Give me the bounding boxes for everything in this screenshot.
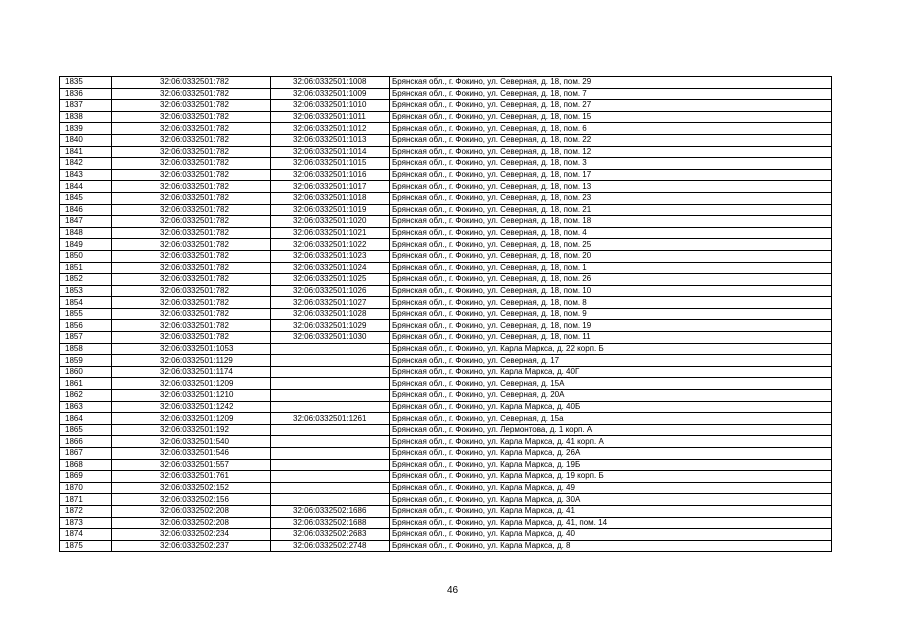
address-cell: Брянская обл., г. Фокино, ул. Северная, д. 18, пом. 4 (390, 227, 832, 239)
row-number-cell: 1867 (60, 448, 112, 460)
cadastral-number-cell (271, 471, 390, 483)
address-cell: Брянская обл., г. Фокино, ул. Северная, д. 18, пом. 13 (390, 181, 832, 193)
table-row (60, 285, 832, 297)
address-cell: Брянская обл., г. Фокино, ул. Карла Маркса, д. 41 (390, 505, 832, 517)
parent-cadastral-number-cell: 32:06:0332501:1242 (112, 401, 271, 413)
cadastral-number-cell: 32:06:0332501:1022 (271, 239, 390, 251)
cadastral-number-cell: 32:06:0332501:1008 (271, 77, 390, 89)
parent-cadastral-number-cell: 32:06:0332501:782 (112, 262, 271, 274)
table-row (60, 471, 832, 483)
address-cell: Брянская обл., г. Фокино, ул. Карла Маркса, д. 49 (390, 482, 832, 494)
parent-cadastral-number-cell: 32:06:0332501:782 (112, 250, 271, 262)
row-number-cell: 1851 (60, 262, 112, 274)
address-cell: Брянская обл., г. Фокино, ул. Карла Маркса, д. 22 корп. Б (390, 343, 832, 355)
cadastral-table (59, 76, 832, 552)
table-row (60, 482, 832, 494)
address-cell: Брянская обл., г. Фокино, ул. Северная, д. 15а (390, 413, 832, 425)
table-row (60, 529, 832, 541)
table-row (60, 494, 832, 506)
address-cell: Брянская обл., г. Фокино, ул. Северная, д. 18, пом. 15 (390, 111, 832, 123)
row-number-cell: 1863 (60, 401, 112, 413)
table-body (60, 77, 832, 552)
table-row (60, 134, 832, 146)
cadastral-number-cell: 32:06:0332501:1011 (271, 111, 390, 123)
cadastral-number-cell: 32:06:0332502:1688 (271, 517, 390, 529)
parent-cadastral-number-cell: 32:06:0332501:1209 (112, 378, 271, 390)
cadastral-number-cell: 32:06:0332501:1021 (271, 227, 390, 239)
table-row (60, 111, 832, 123)
cadastral-number-cell (271, 424, 390, 436)
row-number-cell: 1847 (60, 216, 112, 228)
parent-cadastral-number-cell: 32:06:0332501:1053 (112, 343, 271, 355)
parent-cadastral-number-cell: 32:06:0332501:782 (112, 77, 271, 89)
address-cell: Брянская обл., г. Фокино, ул. Карла Маркса, д. 41 корп. А (390, 436, 832, 448)
row-number-cell: 1837 (60, 100, 112, 112)
table-row (60, 401, 832, 413)
parent-cadastral-number-cell: 32:06:0332502:208 (112, 505, 271, 517)
parent-cadastral-number-cell: 32:06:0332501:782 (112, 123, 271, 135)
row-number-cell: 1864 (60, 413, 112, 425)
cadastral-number-cell: 32:06:0332501:1019 (271, 204, 390, 216)
row-number-cell: 1844 (60, 181, 112, 193)
parent-cadastral-number-cell: 32:06:0332501:782 (112, 297, 271, 309)
table-row (60, 332, 832, 344)
row-number-cell: 1843 (60, 169, 112, 181)
row-number-cell: 1858 (60, 343, 112, 355)
cadastral-number-cell: 32:06:0332502:2748 (271, 540, 390, 552)
address-cell: Брянская обл., г. Фокино, ул. Северная, д. 17 (390, 355, 832, 367)
address-cell: Брянская обл., г. Фокино, ул. Карла Маркса, д. 40 (390, 529, 832, 541)
address-cell: Брянская обл., г. Фокино, ул. Северная, д. 18, пом. 21 (390, 204, 832, 216)
parent-cadastral-number-cell: 32:06:0332501:782 (112, 192, 271, 204)
cadastral-number-cell: 32:06:0332501:1014 (271, 146, 390, 158)
row-number-cell: 1868 (60, 459, 112, 471)
address-cell: Брянская обл., г. Фокино, ул. Северная, д. 15А (390, 378, 832, 390)
row-number-cell: 1865 (60, 424, 112, 436)
row-number-cell: 1839 (60, 123, 112, 135)
address-cell: Брянская обл., г. Фокино, ул. Карла Маркса, д. 26А (390, 448, 832, 460)
row-number-cell: 1836 (60, 88, 112, 100)
parent-cadastral-number-cell: 32:06:0332502:156 (112, 494, 271, 506)
cadastral-number-cell: 32:06:0332501:1027 (271, 297, 390, 309)
address-cell: Брянская обл., г. Фокино, ул. Карла Маркса, д. 8 (390, 540, 832, 552)
table-row (60, 378, 832, 390)
row-number-cell: 1857 (60, 332, 112, 344)
address-cell: Брянская обл., г. Фокино, ул. Северная, д. 18, пом. 9 (390, 308, 832, 320)
row-number-cell: 1853 (60, 285, 112, 297)
table-row (60, 216, 832, 228)
cadastral-number-cell: 32:06:0332501:1018 (271, 192, 390, 204)
cadastral-number-cell: 32:06:0332501:1016 (271, 169, 390, 181)
row-number-cell: 1840 (60, 134, 112, 146)
address-cell: Брянская обл., г. Фокино, ул. Северная, д. 18, пом. 19 (390, 320, 832, 332)
parent-cadastral-number-cell: 32:06:0332501:782 (112, 285, 271, 297)
parent-cadastral-number-cell: 32:06:0332501:1129 (112, 355, 271, 367)
row-number-cell: 1855 (60, 308, 112, 320)
cadastral-number-cell (271, 343, 390, 355)
cadastral-number-cell: 32:06:0332501:1029 (271, 320, 390, 332)
cadastral-number-cell: 32:06:0332501:1009 (271, 88, 390, 100)
cadastral-number-cell: 32:06:0332502:2683 (271, 529, 390, 541)
address-cell: Брянская обл., г. Фокино, ул. Северная, д. 18, пом. 23 (390, 192, 832, 204)
row-number-cell: 1835 (60, 77, 112, 89)
cadastral-number-cell (271, 366, 390, 378)
cadastral-number-cell (271, 436, 390, 448)
parent-cadastral-number-cell: 32:06:0332502:208 (112, 517, 271, 529)
table-row (60, 413, 832, 425)
address-cell: Брянская обл., г. Фокино, ул. Северная, д. 18, пом. 12 (390, 146, 832, 158)
table-row (60, 505, 832, 517)
cadastral-number-cell: 32:06:0332501:1012 (271, 123, 390, 135)
cadastral-number-cell: 32:06:0332501:1023 (271, 250, 390, 262)
row-number-cell: 1860 (60, 366, 112, 378)
table-row (60, 320, 832, 332)
parent-cadastral-number-cell: 32:06:0332501:1210 (112, 390, 271, 402)
row-number-cell: 1861 (60, 378, 112, 390)
row-number-cell: 1872 (60, 505, 112, 517)
parent-cadastral-number-cell: 32:06:0332501:540 (112, 436, 271, 448)
table-row (60, 158, 832, 170)
cadastral-number-cell: 32:06:0332501:1026 (271, 285, 390, 297)
row-number-cell: 1856 (60, 320, 112, 332)
parent-cadastral-number-cell: 32:06:0332501:782 (112, 204, 271, 216)
address-cell: Брянская обл., г. Фокино, ул. Северная, д. 18, пом. 7 (390, 88, 832, 100)
table-row (60, 181, 832, 193)
table-row (60, 540, 832, 552)
table-row (60, 227, 832, 239)
address-cell: Брянская обл., г. Фокино, ул. Северная, д. 18, пом. 8 (390, 297, 832, 309)
cadastral-number-cell (271, 482, 390, 494)
address-cell: Брянская обл., г. Фокино, ул. Северная, д. 18, пом. 29 (390, 77, 832, 89)
row-number-cell: 1866 (60, 436, 112, 448)
address-cell: Брянская обл., г. Фокино, ул. Северная, д. 18, пом. 6 (390, 123, 832, 135)
parent-cadastral-number-cell: 32:06:0332501:782 (112, 146, 271, 158)
parent-cadastral-number-cell: 32:06:0332501:782 (112, 88, 271, 100)
cadastral-number-cell (271, 355, 390, 367)
parent-cadastral-number-cell: 32:06:0332501:546 (112, 448, 271, 460)
parent-cadastral-number-cell: 32:06:0332502:234 (112, 529, 271, 541)
row-number-cell: 1859 (60, 355, 112, 367)
cadastral-number-cell: 32:06:0332501:1025 (271, 274, 390, 286)
row-number-cell: 1873 (60, 517, 112, 529)
cadastral-number-cell: 32:06:0332501:1030 (271, 332, 390, 344)
row-number-cell: 1838 (60, 111, 112, 123)
table-row (60, 146, 832, 158)
address-cell: Брянская обл., г. Фокино, ул. Северная, д. 18, пом. 17 (390, 169, 832, 181)
parent-cadastral-number-cell: 32:06:0332501:782 (112, 169, 271, 181)
parent-cadastral-number-cell: 32:06:0332501:782 (112, 134, 271, 146)
cadastral-number-cell: 32:06:0332501:1017 (271, 181, 390, 193)
table-row (60, 100, 832, 112)
parent-cadastral-number-cell: 32:06:0332502:152 (112, 482, 271, 494)
address-cell: Брянская обл., г. Фокино, ул. Карла Маркса, д. 19 корп. Б (390, 471, 832, 483)
parent-cadastral-number-cell: 32:06:0332501:782 (112, 111, 271, 123)
address-cell: Брянская обл., г. Фокино, ул. Карла Маркса, д. 40Б (390, 401, 832, 413)
address-cell: Брянская обл., г. Фокино, ул. Северная, д. 18, пом. 1 (390, 262, 832, 274)
address-cell: Брянская обл., г. Фокино, ул. Северная, д. 20А (390, 390, 832, 402)
address-cell: Брянская обл., г. Фокино, ул. Карла Маркса, д. 30А (390, 494, 832, 506)
address-cell: Брянская обл., г. Фокино, ул. Северная, д. 18, пом. 3 (390, 158, 832, 170)
row-number-cell: 1849 (60, 239, 112, 251)
parent-cadastral-number-cell: 32:06:0332501:782 (112, 274, 271, 286)
row-number-cell: 1862 (60, 390, 112, 402)
parent-cadastral-number-cell: 32:06:0332501:782 (112, 158, 271, 170)
address-cell: Брянская обл., г. Фокино, ул. Северная, д. 18, пом. 11 (390, 332, 832, 344)
table-row (60, 390, 832, 402)
table-row (60, 436, 832, 448)
address-cell: Брянская обл., г. Фокино, ул. Карла Маркса, д. 41, пом. 14 (390, 517, 832, 529)
row-number-cell: 1846 (60, 204, 112, 216)
row-number-cell: 1869 (60, 471, 112, 483)
table-row (60, 308, 832, 320)
parent-cadastral-number-cell: 32:06:0332501:761 (112, 471, 271, 483)
table-row (60, 366, 832, 378)
cadastral-number-cell (271, 390, 390, 402)
address-cell: Брянская обл., г. Фокино, ул. Карла Маркса, д. 19Б (390, 459, 832, 471)
table-row (60, 448, 832, 460)
table-row (60, 424, 832, 436)
cadastral-number-cell: 32:06:0332501:1020 (271, 216, 390, 228)
table-row (60, 88, 832, 100)
address-cell: Брянская обл., г. Фокино, ул. Северная, д. 18, пом. 20 (390, 250, 832, 262)
parent-cadastral-number-cell: 32:06:0332501:782 (112, 239, 271, 251)
address-cell: Брянская обл., г. Фокино, ул. Лермонтова, д. 1 корп. А (390, 424, 832, 436)
address-cell: Брянская обл., г. Фокино, ул. Северная, д. 18, пом. 27 (390, 100, 832, 112)
address-cell: Брянская обл., г. Фокино, ул. Северная, д. 18, пом. 22 (390, 134, 832, 146)
cadastral-number-cell (271, 494, 390, 506)
table-row (60, 204, 832, 216)
cadastral-number-cell (271, 401, 390, 413)
cadastral-number-cell: 32:06:0332502:1686 (271, 505, 390, 517)
table-row (60, 192, 832, 204)
table-row (60, 169, 832, 181)
cadastral-number-cell: 32:06:0332501:1015 (271, 158, 390, 170)
row-number-cell: 1841 (60, 146, 112, 158)
table-row (60, 297, 832, 309)
row-number-cell: 1848 (60, 227, 112, 239)
table-row (60, 517, 832, 529)
parent-cadastral-number-cell: 32:06:0332501:782 (112, 100, 271, 112)
parent-cadastral-number-cell: 32:06:0332501:782 (112, 227, 271, 239)
address-cell: Брянская обл., г. Фокино, ул. Северная, д. 18, пом. 18 (390, 216, 832, 228)
cadastral-number-cell: 32:06:0332501:1013 (271, 134, 390, 146)
address-cell: Брянская обл., г. Фокино, ул. Северная, д. 18, пом. 25 (390, 239, 832, 251)
table-row (60, 77, 832, 89)
parent-cadastral-number-cell: 32:06:0332501:192 (112, 424, 271, 436)
parent-cadastral-number-cell: 32:06:0332501:782 (112, 308, 271, 320)
cadastral-number-cell: 32:06:0332501:1010 (271, 100, 390, 112)
cadastral-number-cell: 32:06:0332501:1028 (271, 308, 390, 320)
table-row (60, 262, 832, 274)
parent-cadastral-number-cell: 32:06:0332501:782 (112, 181, 271, 193)
address-cell: Брянская обл., г. Фокино, ул. Северная, д. 18, пом. 10 (390, 285, 832, 297)
table-row (60, 123, 832, 135)
cadastral-number-cell: 32:06:0332501:1261 (271, 413, 390, 425)
table-row (60, 239, 832, 251)
row-number-cell: 1874 (60, 529, 112, 541)
row-number-cell: 1850 (60, 250, 112, 262)
parent-cadastral-number-cell: 32:06:0332501:782 (112, 320, 271, 332)
row-number-cell: 1842 (60, 158, 112, 170)
table-row (60, 250, 832, 262)
row-number-cell: 1845 (60, 192, 112, 204)
table-row (60, 274, 832, 286)
row-number-cell: 1871 (60, 494, 112, 506)
table-row (60, 355, 832, 367)
address-cell: Брянская обл., г. Фокино, ул. Северная, д. 18, пом. 26 (390, 274, 832, 286)
parent-cadastral-number-cell: 32:06:0332501:1209 (112, 413, 271, 425)
cadastral-number-cell (271, 378, 390, 390)
cadastral-number-cell (271, 448, 390, 460)
row-number-cell: 1854 (60, 297, 112, 309)
row-number-cell: 1852 (60, 274, 112, 286)
parent-cadastral-number-cell: 32:06:0332501:782 (112, 216, 271, 228)
row-number-cell: 1875 (60, 540, 112, 552)
parent-cadastral-number-cell: 32:06:0332502:237 (112, 540, 271, 552)
parent-cadastral-number-cell: 32:06:0332501:557 (112, 459, 271, 471)
address-cell: Брянская обл., г. Фокино, ул. Карла Маркса, д. 40Г (390, 366, 832, 378)
table-row (60, 343, 832, 355)
parent-cadastral-number-cell: 32:06:0332501:1174 (112, 366, 271, 378)
parent-cadastral-number-cell: 32:06:0332501:782 (112, 332, 271, 344)
cadastral-number-cell (271, 459, 390, 471)
row-number-cell: 1870 (60, 482, 112, 494)
cadastral-number-cell: 32:06:0332501:1024 (271, 262, 390, 274)
table-row (60, 459, 832, 471)
page-number: 46 (446, 585, 459, 596)
